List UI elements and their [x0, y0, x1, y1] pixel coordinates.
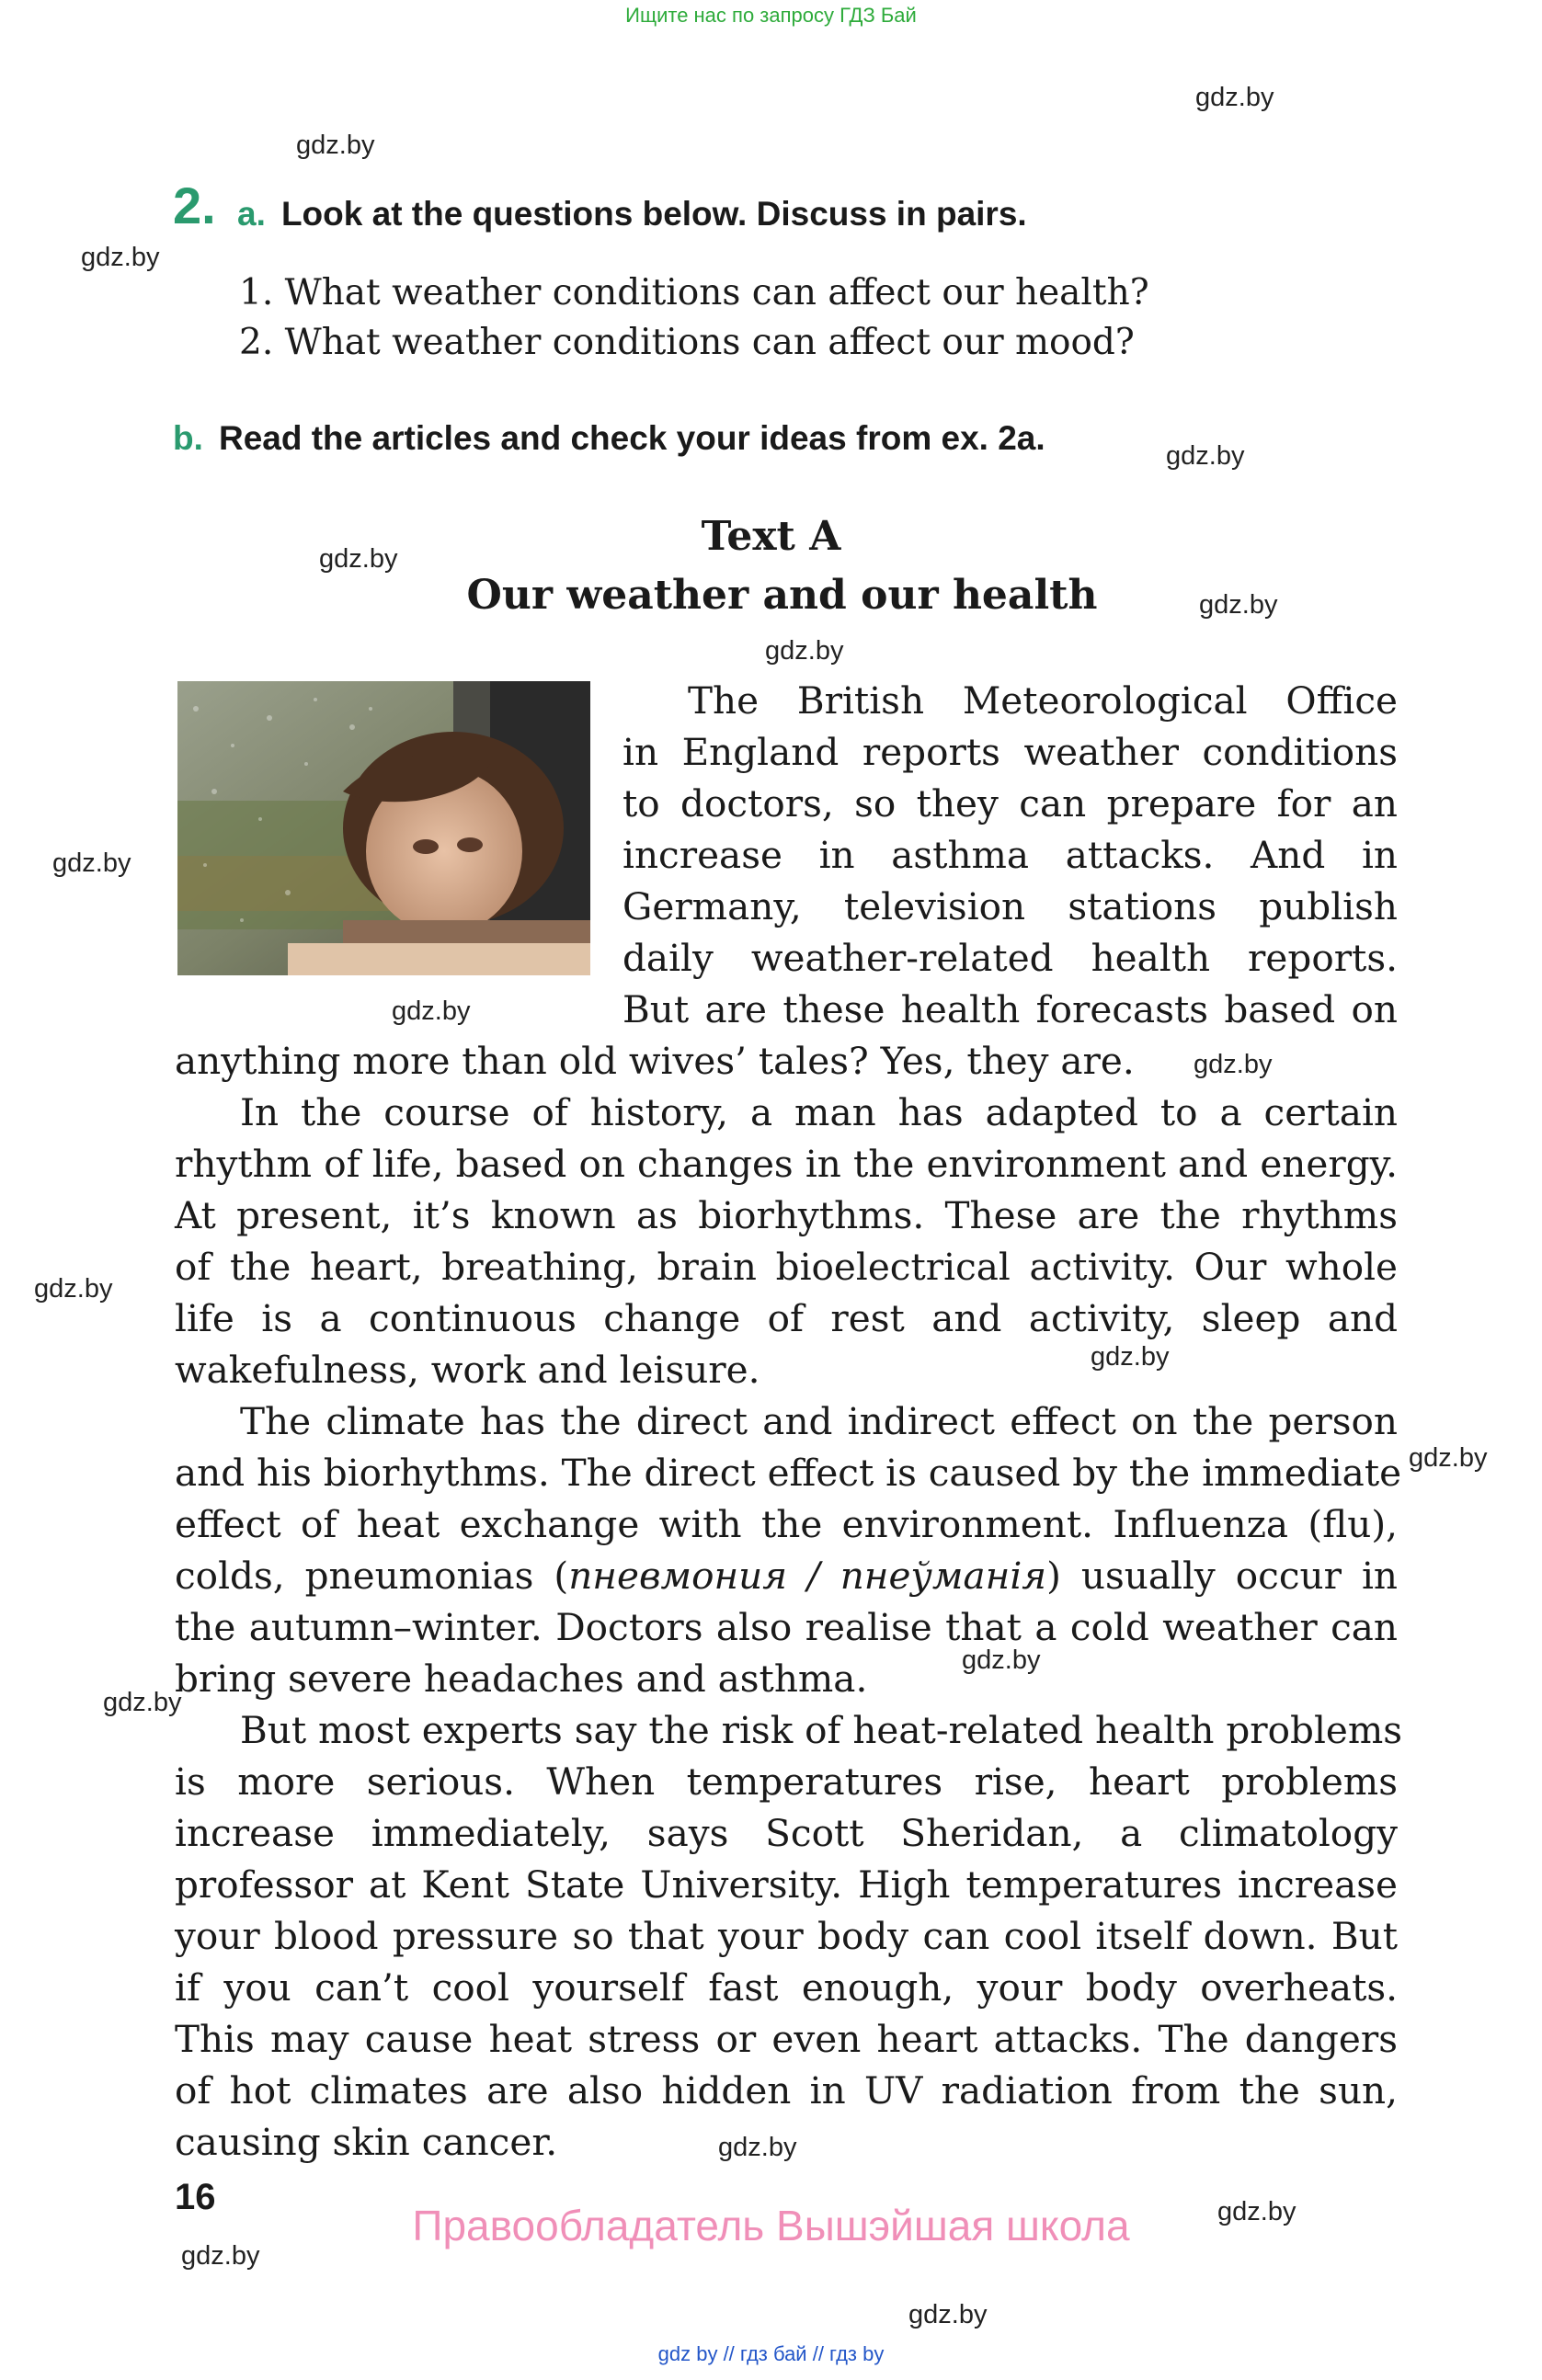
article-line: But are these health forecasts based on [623, 987, 1398, 1031]
question-1: 1. What weather conditions can affect our health? [239, 272, 1149, 313]
article-title: Our weather and our health [466, 572, 1098, 619]
watermark: gdz.by [52, 848, 131, 878]
question-2: 2. What weather conditions can affect our mood? [239, 322, 1135, 363]
watermark: gdz.by [1199, 590, 1278, 620]
exercise-part-a [237, 195, 1027, 233]
watermark: gdz.by [319, 544, 398, 574]
footer-links[interactable]: gdz by // гдз бай // гдз by [657, 2342, 885, 2365]
page-number: 16 [175, 2177, 216, 2217]
article-label: Text A [701, 513, 841, 560]
watermark: gdz.by [296, 131, 375, 160]
watermark: gdz.by [392, 996, 471, 1026]
watermark: gdz.by [908, 2300, 988, 2329]
watermark: gdz.by [1217, 2197, 1296, 2226]
article-line-with-translation: colds, pneumonias (пневмония / пнеўманія) usually occur in [175, 1554, 1398, 1598]
article-line: professor at Kent State University. High temperatures increase [175, 1862, 1398, 1907]
article-line: daily weather-related health reports. [623, 936, 1398, 980]
article-line: increase in asthma attacks. And in [623, 833, 1398, 877]
part-b-instruction: Read the articles and check your ideas from ex. 2a. [218, 419, 1045, 457]
watermark: gdz.by [718, 2133, 797, 2162]
article-line: But most experts say the risk of heat-related health problems [240, 1708, 1403, 1752]
watermark: gdz.by [962, 1646, 1041, 1675]
article-line: is more serious. When temperatures rise, heart problems [175, 1759, 1398, 1804]
article-line: your blood pressure so that your body can cool itself down. But [175, 1914, 1398, 1958]
article-line: bring severe headaches and asthma. [175, 1657, 868, 1701]
article-line: The climate has the direct and indirect effect on the person [240, 1399, 1398, 1443]
watermark: gdz.by [1409, 1443, 1488, 1473]
watermark: gdz.by [181, 2241, 260, 2271]
article-line: In the course of history, a man has adapted to a certain [240, 1090, 1398, 1134]
watermark: gdz.by [1195, 83, 1274, 112]
exercise-part-b [173, 419, 1045, 458]
copyright-holder: Правообладатель Вышэйшая школа [412, 2202, 1130, 2249]
article-line: At present, it’s known as biorhythms. These are the rhythms [175, 1193, 1398, 1237]
article-line: rhythm of life, based on changes in the environment and energy. [175, 1142, 1398, 1186]
article-line: of the heart, breathing, brain bioelectrical activity. Our whole [175, 1245, 1398, 1289]
watermark: gdz.by [103, 1688, 182, 1717]
article-line: increase immediately, says Scott Sheridan, a climatology [175, 1811, 1398, 1855]
article-line: of hot climates are also hidden in UV radiation from the sun, [175, 2068, 1398, 2112]
watermark: gdz.by [1194, 1050, 1273, 1079]
girl-at-rainy-window-photo [177, 681, 590, 975]
article-line: This may cause heat stress or even heart attacks. The dangers [175, 2017, 1398, 2061]
watermark: gdz.by [1166, 441, 1245, 471]
article-line: anything more than old wives’ tales? Yes, they are. [175, 1039, 1135, 1083]
article-line: if you can’t cool yourself fast enough, your body overheats. [175, 1965, 1398, 2010]
article-line: The British Meteorological Office [688, 678, 1398, 723]
watermark: gdz.by [1091, 1342, 1170, 1372]
part-a-letter: a. [237, 195, 266, 233]
article-line: Germany, television stations publish [623, 884, 1398, 928]
watermark: gdz.by [34, 1274, 113, 1304]
watermark: gdz.by [81, 243, 160, 272]
article-line: causing skin cancer. [175, 2120, 558, 2164]
article-line: effect of heat exchange with the environment. Influenza (flu), [175, 1502, 1398, 1546]
exercise-number: 2. [173, 177, 216, 234]
top-search-hint: Ищите нас по запросу ГДЗ Бай [625, 4, 917, 27]
article-line: wakefulness, work and leisure. [175, 1348, 760, 1392]
article-line: in England reports weather conditions [623, 730, 1398, 774]
part-b-letter: b. [173, 419, 203, 457]
article-line: to doctors, so they can prepare for an [623, 781, 1398, 826]
part-a-instruction: Look at the questions below. Discuss in pairs. [280, 195, 1027, 233]
article-line: life is a continuous change of rest and activity, sleep and [175, 1296, 1398, 1340]
article-line: and his biorhythms. The direct effect is caused by the immediate [175, 1451, 1402, 1495]
article-line: the autumn–winter. Doctors also realise that a cold weather can [175, 1605, 1398, 1649]
watermark: gdz.by [765, 636, 844, 666]
